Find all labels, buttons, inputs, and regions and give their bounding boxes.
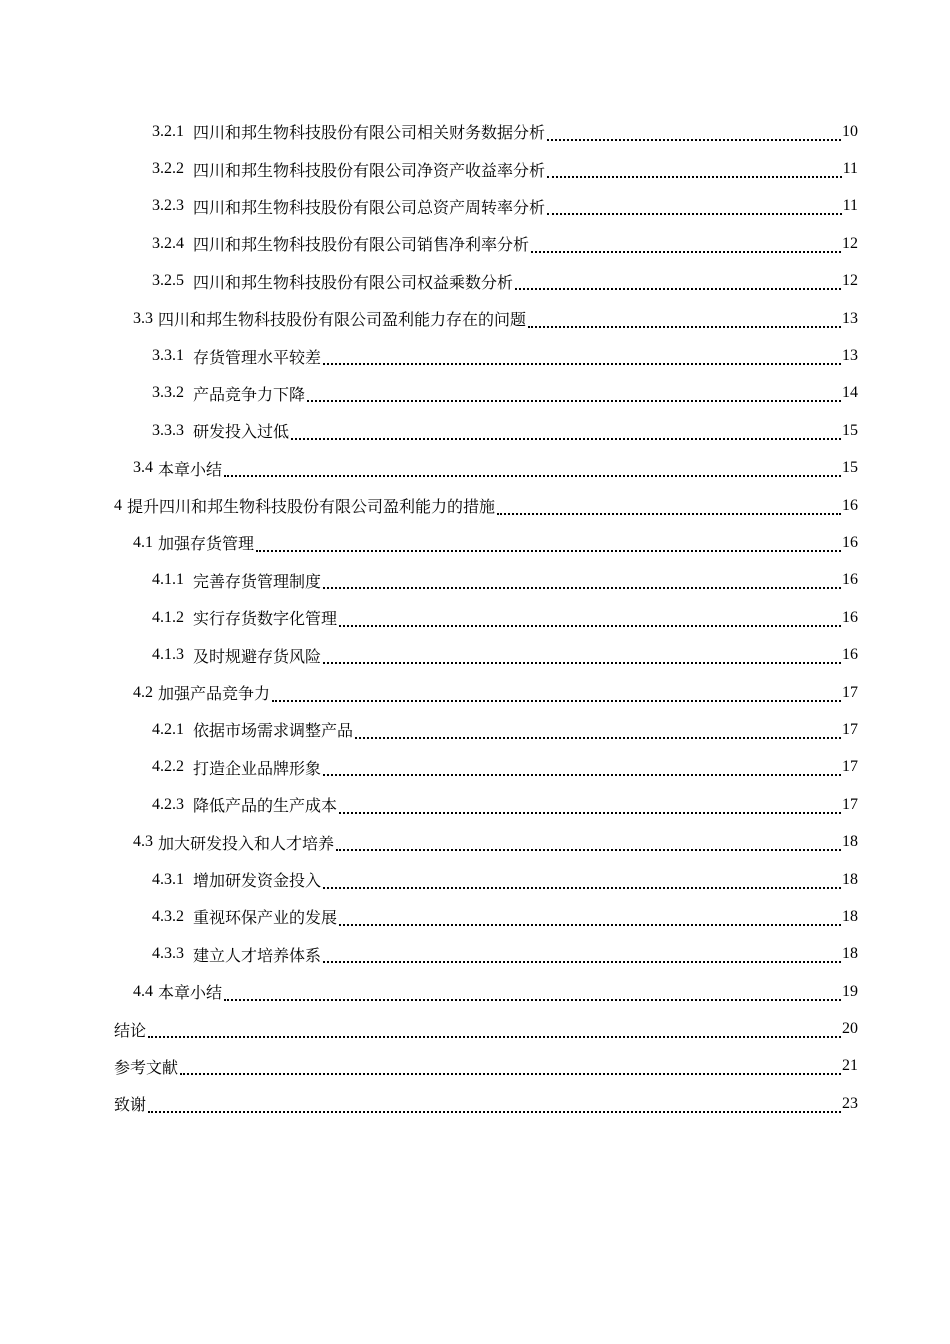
toc-entry-number: 4.3.3	[152, 945, 184, 963]
toc-entry[interactable]	[0, 1048, 950, 1085]
toc-entry-title: 结论	[114, 1022, 147, 1040]
toc-entry[interactable]	[0, 674, 950, 711]
toc-entry-title: 产品竞争力下降	[193, 386, 306, 404]
toc-entry-title: 实行存货数字化管理	[193, 611, 338, 629]
toc-entry-number: 4.3.1	[152, 870, 184, 888]
toc-entry-title: 增加研发资金投入	[193, 873, 322, 890]
toc-entry-number: 4.2.2	[152, 758, 184, 776]
dot-leader	[339, 812, 841, 814]
toc-entry[interactable]	[0, 636, 950, 673]
toc-entry-number: 3.3.3	[152, 421, 184, 439]
dot-leader	[336, 849, 841, 851]
toc-entry-number: 3.4	[133, 459, 153, 477]
toc-entry[interactable]	[0, 823, 950, 860]
toc-entry-number: 4.2	[133, 683, 153, 701]
toc-entry-page: 18	[842, 907, 858, 925]
toc-entry-page: 19	[842, 982, 858, 1000]
toc-entry-page: 17	[842, 795, 858, 813]
toc-entry-title: 四川和邦生物科技股份有限公司相关财务数据分析	[193, 125, 546, 143]
toc-entry-page: 17	[842, 720, 858, 738]
table-of-contents	[0, 113, 950, 1123]
toc-entry-title: 四川和邦生物科技股份有限公司权益乘数分析	[193, 274, 514, 292]
toc-entry-page: 16	[842, 646, 858, 664]
toc-entry[interactable]	[0, 487, 950, 524]
toc-entry[interactable]	[0, 225, 950, 262]
dot-leader	[224, 475, 841, 477]
toc-entry-page: 11	[842, 160, 858, 178]
dot-leader	[531, 251, 841, 253]
dot-leader	[323, 961, 841, 963]
dot-leader	[547, 213, 842, 215]
dot-leader	[339, 625, 841, 627]
toc-entry-title: 四川和邦生物科技股份有限公司盈利能力存在的问题	[158, 312, 527, 330]
toc-entry-number: 4.2.1	[152, 720, 184, 738]
toc-entry-page: 16	[842, 608, 858, 626]
toc-entry-number: 3.2.3	[152, 197, 184, 215]
toc-entry[interactable]	[0, 524, 950, 561]
toc-entry-page: 13	[842, 309, 858, 327]
toc-entry-number: 4.4	[133, 982, 153, 1000]
dot-leader	[180, 1073, 841, 1075]
toc-entry-title: 降低产品的生产成本	[193, 798, 338, 816]
toc-entry-number: 4.1.3	[152, 646, 184, 664]
toc-entry-page: 20	[842, 1020, 858, 1038]
toc-entry-number: 4.3.2	[152, 907, 184, 925]
dot-leader	[272, 700, 841, 702]
dot-leader	[323, 587, 841, 589]
toc-entry[interactable]	[0, 113, 950, 150]
toc-entry[interactable]	[0, 412, 950, 449]
toc-entry[interactable]	[0, 936, 950, 973]
toc-entry-page: 23	[842, 1094, 858, 1112]
dot-leader	[547, 176, 842, 178]
toc-entry-number: 4.1	[133, 533, 153, 551]
toc-entry-title: 加强存货管理	[158, 536, 255, 554]
toc-entry-number: 3.3	[133, 309, 153, 327]
toc-entry[interactable]	[0, 562, 950, 599]
toc-entry-page: 18	[842, 833, 858, 851]
toc-entry-title: 存货管理水平较差	[193, 349, 322, 367]
toc-entry-page: 16	[842, 496, 858, 514]
toc-entry-number: 3.2.4	[152, 234, 184, 252]
toc-entry-page: 15	[842, 421, 858, 439]
toc-entry-page: 21	[842, 1057, 858, 1075]
toc-entry-title: 依据市场需求调整产品	[193, 723, 354, 741]
toc-entry-title: 参考文献	[114, 1059, 179, 1077]
toc-entry-number: 4.1.2	[152, 608, 184, 626]
toc-entry[interactable]	[0, 263, 950, 300]
toc-entry[interactable]	[0, 450, 950, 487]
toc-entry-page: 12	[842, 234, 858, 252]
toc-entry[interactable]	[0, 861, 950, 898]
toc-entry-title: 四川和邦生物科技股份有限公司净资产收益率分析	[193, 162, 546, 180]
toc-entry-title: 本章小结	[158, 985, 223, 1003]
toc-entry-title: 完善存货管理制度	[193, 573, 322, 591]
toc-entry-page: 16	[842, 571, 858, 589]
toc-entry-title: 重视环保产业的发展	[193, 910, 338, 928]
dot-leader	[497, 513, 841, 515]
dot-leader	[323, 363, 841, 365]
dot-leader	[323, 774, 841, 776]
toc-entry-title: 研发投入过低	[193, 424, 290, 442]
dot-leader	[256, 550, 841, 552]
toc-entry[interactable]	[0, 898, 950, 935]
dot-leader	[291, 438, 841, 440]
toc-entry[interactable]	[0, 749, 950, 786]
dot-leader	[307, 400, 841, 402]
toc-entry-page: 12	[842, 272, 858, 290]
dot-leader	[528, 326, 841, 328]
toc-entry-number: 4	[114, 496, 122, 514]
toc-entry-number: 4.3	[133, 833, 153, 851]
toc-entry[interactable]	[0, 300, 950, 337]
dot-leader	[148, 1036, 841, 1038]
toc-entry-title: 四川和邦生物科技股份有限公司总资产周转率分析	[193, 199, 546, 217]
toc-entry-title: 四川和邦生物科技股份有限公司销售净利率分析	[193, 237, 530, 255]
toc-entry-page: 17	[842, 758, 858, 776]
toc-entry-number: 3.2.2	[152, 160, 184, 178]
dot-leader	[323, 662, 841, 664]
toc-entry-page: 16	[842, 533, 858, 551]
dot-leader	[323, 887, 841, 889]
toc-entry-title: 本章小结	[158, 461, 223, 479]
toc-entry-page: 18	[842, 945, 858, 963]
toc-entry-title: 打造企业品牌形象	[193, 760, 322, 778]
toc-entry[interactable]	[0, 973, 950, 1010]
toc-entry-number: 3.3.1	[152, 347, 184, 365]
toc-entry[interactable]	[0, 188, 950, 225]
toc-entry[interactable]	[0, 1085, 950, 1122]
dot-leader	[355, 737, 841, 739]
toc-entry-number: 3.2.5	[152, 272, 184, 290]
dot-leader	[224, 999, 841, 1001]
toc-entry[interactable]	[0, 1010, 950, 1047]
toc-entry[interactable]	[0, 337, 950, 374]
toc-entry-page: 13	[842, 347, 858, 365]
toc-entry[interactable]	[0, 786, 950, 823]
toc-entry-page: 15	[842, 459, 858, 477]
toc-entry-page: 14	[842, 384, 858, 402]
toc-entry-title: 提升四川和邦生物科技股份有限公司盈利能力的措施	[127, 499, 496, 517]
dot-leader	[339, 924, 841, 926]
dot-leader	[148, 1111, 841, 1113]
toc-entry-title: 建立人才培养体系	[193, 947, 322, 965]
toc-entry-page: 18	[842, 870, 858, 888]
toc-entry-title: 致谢	[114, 1097, 147, 1115]
toc-entry-title: 及时规避存货风险	[193, 648, 322, 666]
toc-entry-number: 4.1.1	[152, 571, 184, 589]
toc-entry-page: 10	[842, 122, 858, 140]
toc-entry-number: 4.2.3	[152, 795, 184, 813]
dot-leader	[547, 139, 841, 141]
toc-entry[interactable]	[0, 375, 950, 412]
toc-entry[interactable]	[0, 599, 950, 636]
toc-entry[interactable]	[0, 711, 950, 748]
toc-entry-title: 加大研发投入和人才培养	[158, 835, 335, 853]
dot-leader	[515, 288, 841, 290]
toc-entry-page: 11	[842, 197, 858, 215]
toc-entry-number: 3.3.2	[152, 384, 184, 402]
toc-entry-title: 加强产品竞争力	[158, 686, 271, 704]
toc-entry-number: 3.2.1	[152, 122, 184, 140]
toc-entry[interactable]	[0, 150, 950, 187]
toc-entry-page: 17	[842, 683, 858, 701]
